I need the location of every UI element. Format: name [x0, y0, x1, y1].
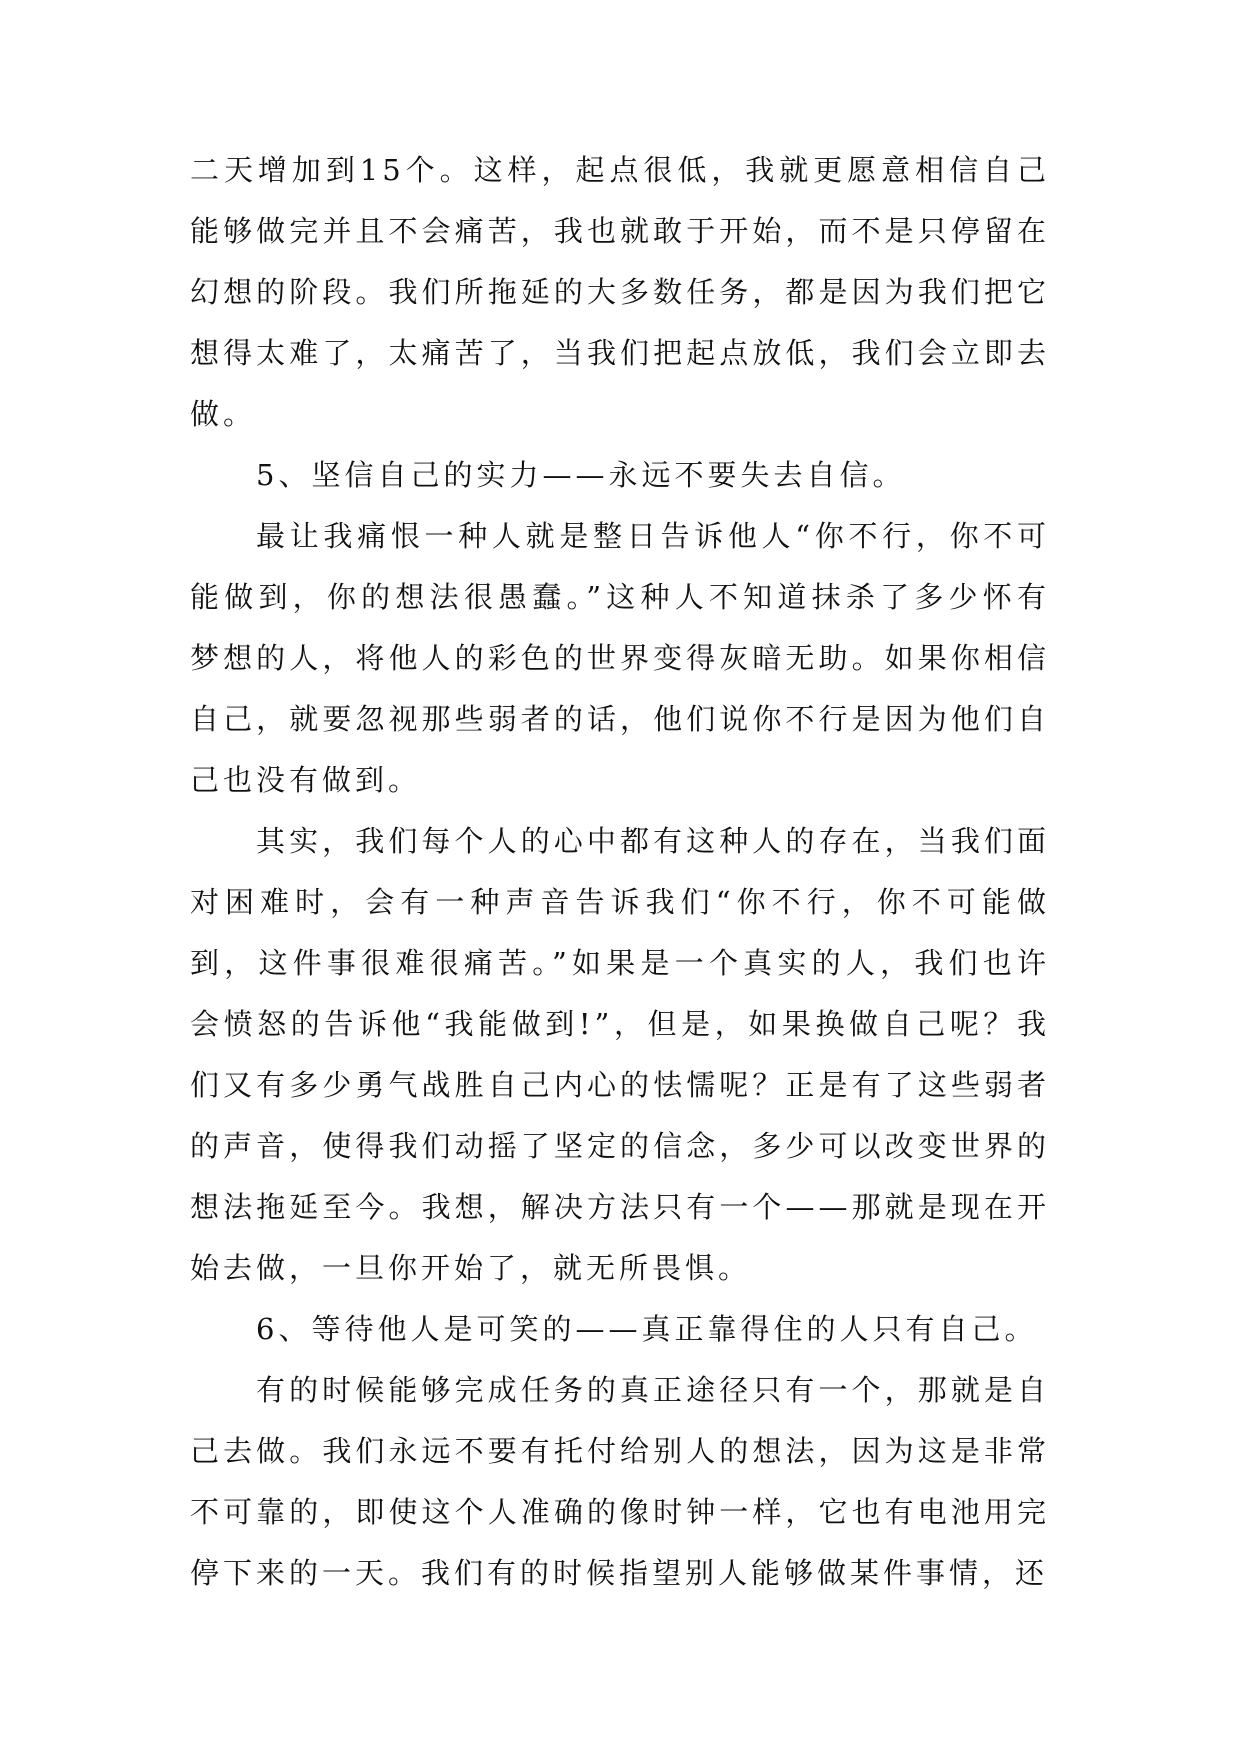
heading-point-5: 5、坚信自己的实力——永远不要失去自信。: [256, 458, 906, 492]
heading-point-6: 6、等待他人是可笑的——真正靠得住的人只有自己。: [256, 1312, 1038, 1346]
document-page: [190, 140, 1050, 1604]
paragraph: 有的时候能够完成任务的真正途径只有一个，那就是自己去做。我们永远不要有托付给别人的想法，因为这是非常不可靠的，即使这个人准确的像时钟一样，它也有电池用完停下来的一天。我们有的时候指望别人能够做某件事情，还: [190, 1373, 1050, 1590]
paragraph: 其实，我们每个人的心中都有这种人的存在，当我们面对困难时，会有一种声音告诉我们“你不行，你不可能做到，这件事很难很痛苦。”如果是一个真实的人，我们也许会愤怒的告诉他“我能做到!”，但是，如果换做自己呢？我们又有多少勇气战胜自己内心的怯懦呢？正是有了这些弱者的声音，使得我们动摇了坚定的信念，多少可以改变世界的想法拖延至今。我想，解决方法只有一个——那就是现在开始去做，一旦你开始了，就无所畏惧。: [190, 824, 1050, 1285]
paragraph-continuation: 二天增加到15个。这样，起点很低，我就更愿意相信自己能够做完并且不会痛苦，我也就敢于开始，而不是只停留在幻想的阶段。我们所拖延的大多数任务，都是因为我们把它想得太难了，太痛苦了，当我们把起点放低，我们会立即去做。: [190, 153, 1050, 431]
paragraph: 最让我痛恨一种人就是整日告诉他人“你不行，你不可能做到，你的想法很愚蠢。”这种人不知道抹杀了多少怀有梦想的人，将他人的彩色的世界变得灰暗无助。如果你相信自己，就要忽视那些弱者的话，他们说你不行是因为他们自己也没有做到。: [190, 519, 1050, 797]
